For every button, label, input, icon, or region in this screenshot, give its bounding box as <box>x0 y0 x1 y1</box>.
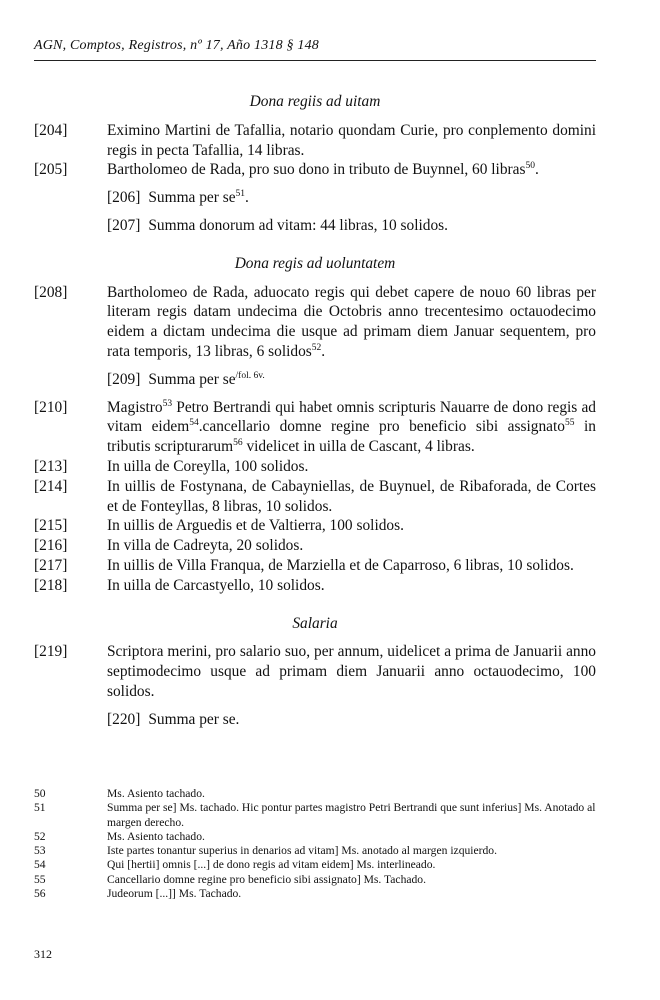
entry-text-main: Summa per se <box>148 370 236 388</box>
entry-text-tail: . <box>321 342 326 360</box>
footnote-ref: 54 <box>189 418 199 429</box>
entry-213 <box>34 457 596 477</box>
footnote-number: 55 <box>34 872 46 886</box>
entry-text-part: .cancellario domne regine pro beneficio sibi assignato <box>198 418 565 436</box>
entry-number: [207] <box>107 216 141 234</box>
entry-210 <box>34 398 596 457</box>
entry-number: [208] <box>34 283 68 301</box>
entry-number: [215] <box>34 517 68 535</box>
section-title-dona-voluntatem: Dona regis ad uoluntatem <box>234 254 396 272</box>
entry-text <box>107 283 596 362</box>
entry-text-main: Summa per se <box>148 189 236 207</box>
footnote-ref: 56 <box>233 438 243 449</box>
entry-text: In uilla de Carcastyello, 10 solidos. <box>107 576 325 594</box>
entry-text-main: Bartholomeo de Rada, aduocato regis qui debet capere de nouo 60 libras per literam regis datam undecima die Octobris anno trecentesimo octauodecimo eidem a dictam undecima die usque ad primam diem Januar sequentem, pro rata temporis, 13 libras, 6 solidos <box>107 283 596 360</box>
body-text <box>34 92 596 738</box>
entry-219 <box>34 642 596 701</box>
footnote-51 <box>34 801 596 830</box>
entry-number: [218] <box>34 576 68 594</box>
entry-text: In villa de Cadreyta, 20 solidos. <box>107 537 304 555</box>
section-title-salaria: Salaria <box>292 614 338 632</box>
footnote-number: 53 <box>34 844 46 858</box>
entry-text: In uilla de Coreylla, 100 solidos. <box>107 457 309 475</box>
entry-text <box>148 370 596 390</box>
footnote-number: 56 <box>34 887 46 901</box>
footnote-55 <box>34 873 596 887</box>
entry-number: [205] <box>34 161 68 179</box>
footnote-text: Ms. Asiento tachado. <box>107 787 205 800</box>
entry-text: Summa per se. <box>148 710 240 728</box>
entry-text <box>107 398 596 457</box>
entry-209 <box>34 370 596 390</box>
entry-number: [210] <box>34 398 68 416</box>
footnote-ref: 53 <box>162 398 173 409</box>
footnote-53 <box>34 844 596 858</box>
entry-text: In uillis de Arguedis et de Valtierra, 100 solidos. <box>107 517 404 535</box>
entry-text-tail: . <box>245 189 249 207</box>
entry-text-part: Petro Bertrandi qui habet omnis scripturis Nauarre de dono regis ad vitam eidem <box>107 398 596 436</box>
entry-number: [219] <box>34 643 68 661</box>
footnote-text: Cancellario domne regine pro beneficio sibi assignato] Ms. Tachado. <box>107 872 426 886</box>
entry-number: [220] <box>107 710 141 728</box>
entry-number: [214] <box>34 477 68 495</box>
entry-number: [204] <box>34 121 68 139</box>
entry-216 <box>34 536 596 556</box>
header-rule <box>34 60 596 61</box>
footnote-text: Judeorum [...]] Ms. Tachado. <box>107 887 242 901</box>
footnote-text: Ms. Asiento tachado. <box>107 829 205 843</box>
footnote-ref: 55 <box>564 418 575 429</box>
entry-207 <box>34 216 596 236</box>
footnote-text: Iste partes tonantur superius in denarios ad vitam] Ms. anotado al margen izquierdo. <box>107 844 498 858</box>
entry-text-part: Magistro <box>107 398 163 416</box>
entry-205 <box>34 160 596 180</box>
footnote-number: 50 <box>34 787 46 800</box>
footnote-number: 51 <box>34 801 46 815</box>
entry-text-part: videlicet in uilla de Cascant, 4 libras. <box>242 438 475 456</box>
entry-text <box>148 188 596 208</box>
running-head: AGN, Comptos, Registros, nº 17, Año 1318 § 148 <box>34 38 319 53</box>
entry-text: Scriptora merini, pro salario suo, per annum, uidelicet a prima de Januarii anno septimodecimo usque ad primam diem Januarii anno octauodecimo, 100 solidos. <box>107 643 596 700</box>
section-title-dona-vitam: Dona regiis ad uitam <box>249 93 381 110</box>
entry-text: In uillis de Fostynana, de Cabayniellas, de Buynuel, de Ribaforada, de Cortes et de Fonteyllas, 8 libras, 10 solidos. <box>107 477 596 515</box>
footnote-number: 52 <box>34 829 46 843</box>
entry-214 <box>34 477 596 517</box>
entry-220 <box>34 710 596 730</box>
entry-text-main: Bartholomeo de Rada, pro suo dono in tributo de Buynnel, 60 libras <box>107 161 526 179</box>
entry-number: [209] <box>107 370 141 388</box>
entry-text-tail: . <box>534 161 539 179</box>
footnote-text: Qui [hertii] omnis [...] de dono regis ad vitam eidem] Ms. interlineado. <box>107 858 436 872</box>
entry-204 <box>34 121 596 161</box>
entry-208 <box>34 283 596 362</box>
entry-text <box>107 160 596 180</box>
entry-217 <box>34 556 596 576</box>
entry-206 <box>34 188 596 208</box>
entry-text: Summa donorum ad vitam: 44 libras, 10 solidos. <box>148 216 449 234</box>
entry-number: [213] <box>34 457 68 475</box>
footnote-52 <box>34 830 596 844</box>
entry-215 <box>34 516 596 536</box>
footnotes <box>34 787 596 901</box>
footnote-number: 54 <box>34 858 46 872</box>
footnote-50 <box>34 787 596 801</box>
page-number: 312 <box>34 947 52 961</box>
footnote-ref: 50 <box>525 161 535 172</box>
entry-text: Eximino Martini de Tafallia, notario quondam Curie, pro conplemento domini regis in pecta Tafallia, 14 libras. <box>107 121 596 159</box>
entry-text-part: in tributis scripturarum <box>107 418 596 456</box>
footnote-ref: 51 <box>235 189 246 200</box>
entry-218 <box>34 576 596 596</box>
footnote-56 <box>34 887 596 901</box>
entry-text: In uillis de Villa Franqua, de Marziella et de Caparroso, 6 libras, 10 solidos. <box>107 556 574 574</box>
folio-ref: /fol. 6v. <box>235 370 265 381</box>
footnote-text: Summa per se] Ms. tachado. Hic pontur partes magistro Petri Bertrandi que sunt inferius] Ms. Anotado al margen derecho. <box>107 801 596 829</box>
entry-number: [217] <box>34 556 68 574</box>
footnote-54 <box>34 858 596 872</box>
entry-number: [216] <box>34 537 68 555</box>
footnote-ref: 52 <box>311 342 322 353</box>
entry-number: [206] <box>107 189 141 207</box>
